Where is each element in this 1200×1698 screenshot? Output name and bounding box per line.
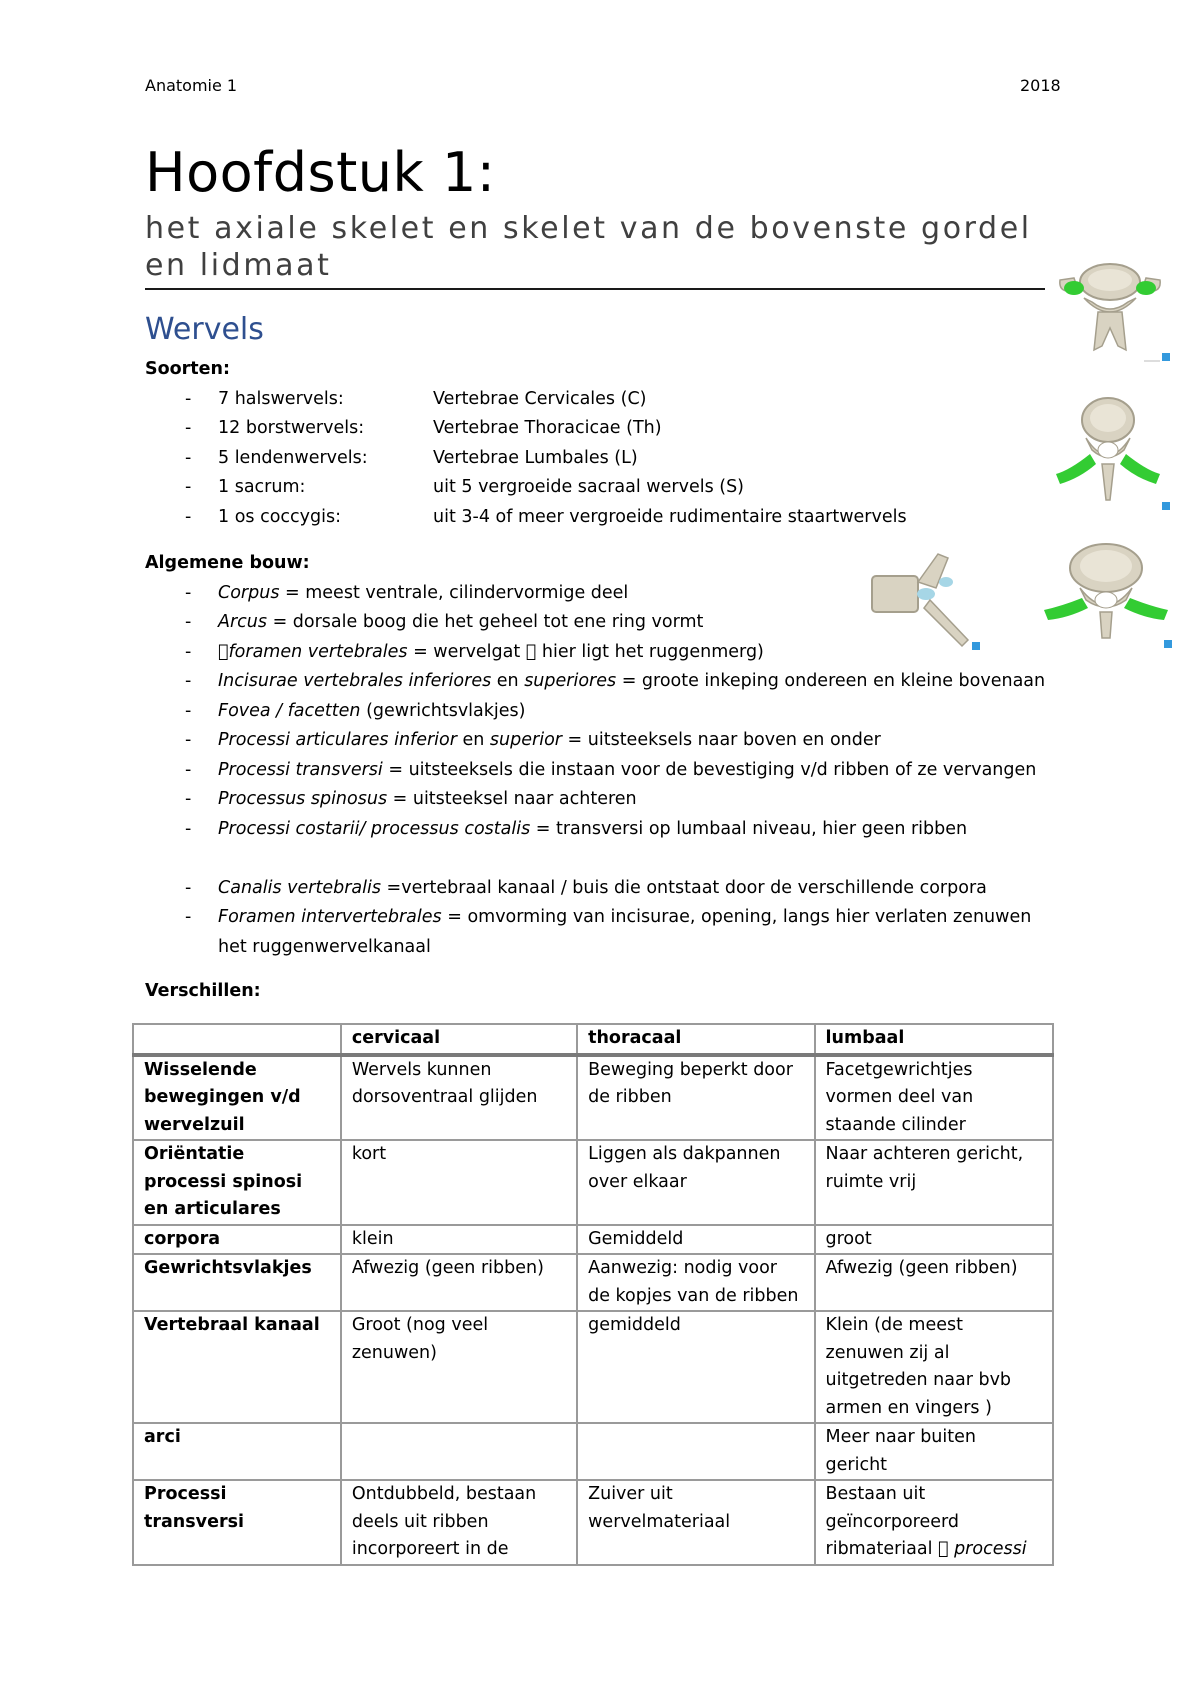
header-cell: thoracaal [577, 1024, 814, 1055]
row-header: Processi transversi [133, 1480, 341, 1565]
bouw-label: Algemene bouw: [145, 553, 310, 573]
definition-term: Corpus [218, 582, 280, 603]
definition-term: Processus spinosus [218, 789, 388, 809]
table-cell: Afwezig (geen ribben) [341, 1254, 577, 1311]
definition-term-2: superior [489, 730, 562, 750]
table-cell: Klein (de meest zenuwen zij al uitgetreden naar bvb armen en vingers ) [815, 1311, 1053, 1423]
title-divider [145, 288, 1045, 290]
list-item [145, 756, 1075, 786]
table-row [133, 1480, 1053, 1565]
table-cell: klein [341, 1225, 577, 1255]
table-cell [577, 1423, 814, 1480]
comparison-table [132, 1023, 1054, 1566]
definition-term: Processi articulares inferior [218, 730, 457, 750]
definition-text-2: = uitsteeksels naar boven en onder [561, 730, 881, 750]
cervical-vertebra-icon [1048, 250, 1172, 365]
type-term: 5 lendenwervels: [218, 447, 368, 468]
table-row [133, 1140, 1053, 1225]
header-cell: lumbaal [815, 1024, 1053, 1055]
definition-term: Canalis vertebralis [218, 877, 381, 898]
table-cell: gemiddeld [577, 1311, 814, 1423]
table-cell: Ontdubbeld, bestaan deels uit ribben incorporeert in de [341, 1480, 577, 1565]
bouw-list-2 [145, 874, 1075, 963]
table-cell: kort [341, 1140, 577, 1225]
row-header: Vertebraal kanaal [133, 1311, 341, 1423]
table-cell: Meer naar buiten gericht [815, 1423, 1053, 1480]
definition-text: en [491, 671, 525, 691]
table-cell: Zuiver uit wervelmateriaal [577, 1480, 814, 1565]
header-cell: cervicaal [341, 1024, 577, 1055]
spacer [145, 844, 1075, 874]
type-term: 1 sacrum: [218, 477, 306, 497]
definition-text: = meest ventrale, cilindervormige deel [279, 582, 629, 603]
row-header: corpora [133, 1225, 341, 1255]
list-item [145, 414, 907, 444]
table-row [133, 1055, 1053, 1141]
list-item [145, 903, 1075, 962]
list-item [145, 726, 1075, 756]
table-row [133, 1254, 1053, 1311]
type-desc: uit 3-4 of meer vergroeide rudimentaire staartwervels [433, 506, 907, 527]
type-term: 7 halswervels: [218, 388, 344, 409]
definition-term: Fovea / facetten [218, 700, 361, 721]
list-item [145, 473, 907, 503]
definition-term: Foramen intervertebrales [218, 907, 442, 927]
list-item [145, 815, 1075, 845]
definition-term: Incisurae vertebrales inferiores [218, 671, 492, 691]
definition-term: Processi transversi [218, 759, 383, 780]
cell-text: Bestaan uit geïncorporeerd ribmateriaal [825, 1484, 960, 1559]
header-cell [133, 1024, 341, 1055]
soorten-label: Soorten: [145, 359, 230, 379]
type-term: 12 borstwervels: [218, 418, 365, 438]
header-course: Anatomie 1 [145, 76, 238, 95]
list-item [145, 503, 907, 533]
row-header: Oriëntatie processi spinosi en articulares [133, 1140, 341, 1225]
table-cell: Wervels kunnen dorsoventraal glijden [341, 1055, 577, 1141]
cell-text-italic: processi [938, 1539, 1011, 1559]
type-term: 1 os coccygis: [218, 506, 341, 527]
table-cell: groot [815, 1225, 1053, 1255]
definition-text: = transversi op lumbaal niveau, hier geen ribben [530, 818, 968, 839]
soorten-list [145, 385, 907, 533]
definition-text-2: = groote inkeping ondereen en kleine bovenaan [616, 671, 1046, 691]
list-item [145, 874, 1075, 904]
table-cell: Afwezig (geen ribben) [815, 1254, 1053, 1311]
list-item [145, 697, 1075, 727]
table-header-row [133, 1024, 1053, 1055]
list-item [145, 785, 1075, 815]
table-cell: Gemiddeld [577, 1225, 814, 1255]
table-cell: Beweging beperkt door de ribben [577, 1055, 814, 1141]
table-cell: Liggen als dakpannen over elkaar [577, 1140, 814, 1225]
type-desc: Vertebrae Lumbales (L) [433, 447, 638, 468]
chapter-subtitle: het axiale skelet en skelet van de bovenste gordel en lidmaat [145, 211, 1032, 283]
row-header: arci [133, 1423, 341, 1480]
table-cell: Facetgewrichtjes vormen deel van staande cilinder [815, 1055, 1053, 1141]
thoracic-vertebra-icon [1050, 392, 1172, 514]
chapter-title: Hoofdstuk 1: [145, 141, 496, 204]
type-desc: Vertebrae Thoracicae (Th) [433, 418, 662, 438]
section-heading: Wervels [145, 312, 264, 347]
row-header: Wisselende bewegingen v/d wervelzuil [133, 1055, 341, 1141]
row-header: Gewrichtsvlakjes [133, 1254, 341, 1311]
table-cell: Naar achteren gericht, ruimte vrij [815, 1140, 1053, 1225]
type-desc: Vertebrae Cervicales (C) [433, 388, 647, 409]
definition-text: = uitsteeksel naar achteren [387, 789, 637, 809]
table-cell [341, 1423, 577, 1480]
type-desc: uit 5 vergroeide sacraal wervels (S) [433, 477, 745, 497]
definition-term-2: superiores [524, 671, 617, 691]
verschillen-label: Verschillen: [145, 981, 261, 1001]
list-item [145, 385, 907, 415]
table-cell [815, 1480, 1053, 1565]
table-row [133, 1423, 1053, 1480]
definition-text: = dorsale boog die het geheel tot ene ring vormt [267, 612, 704, 632]
definition-text: = wervelgat hier ligt het ruggenmerg) [396, 641, 738, 662]
table-cell: Groot (nog veel zenuwen) [341, 1311, 577, 1423]
definition-term: Processi costarii/ processus costalis [218, 818, 531, 839]
header-year: 2018 [1020, 76, 1061, 95]
lumbar-vertebra-icon [1040, 540, 1174, 652]
definition-text: = uitsteeksels die instaan voor de bevestiging v/d ribben of ze vervangen [382, 759, 1037, 780]
arrow-glyph [218, 642, 229, 662]
definition-term: foramen vertebrales [218, 641, 397, 662]
table-cell: Aanwezig: nodig voor de kopjes van de ribben [577, 1254, 814, 1311]
definition-text: =vertebraal kanaal / buis die ontstaat door de verschillende corpora [380, 877, 987, 898]
table-row [133, 1225, 1053, 1255]
list-item [145, 667, 1075, 697]
thoracic-vertebra-lateral-icon [868, 548, 990, 656]
list-item [145, 444, 907, 474]
table-row [133, 1311, 1053, 1423]
soorten-block [145, 355, 907, 532]
definition-text: = omvorming van incisurae, opening, langs hier verlaten zenuwen het ruggenwervelkanaal [218, 907, 1032, 957]
definition-text: (gewrichtsvlakjes) [360, 700, 526, 721]
definition-term: Arcus [218, 612, 267, 632]
definition-text: en [456, 730, 490, 750]
